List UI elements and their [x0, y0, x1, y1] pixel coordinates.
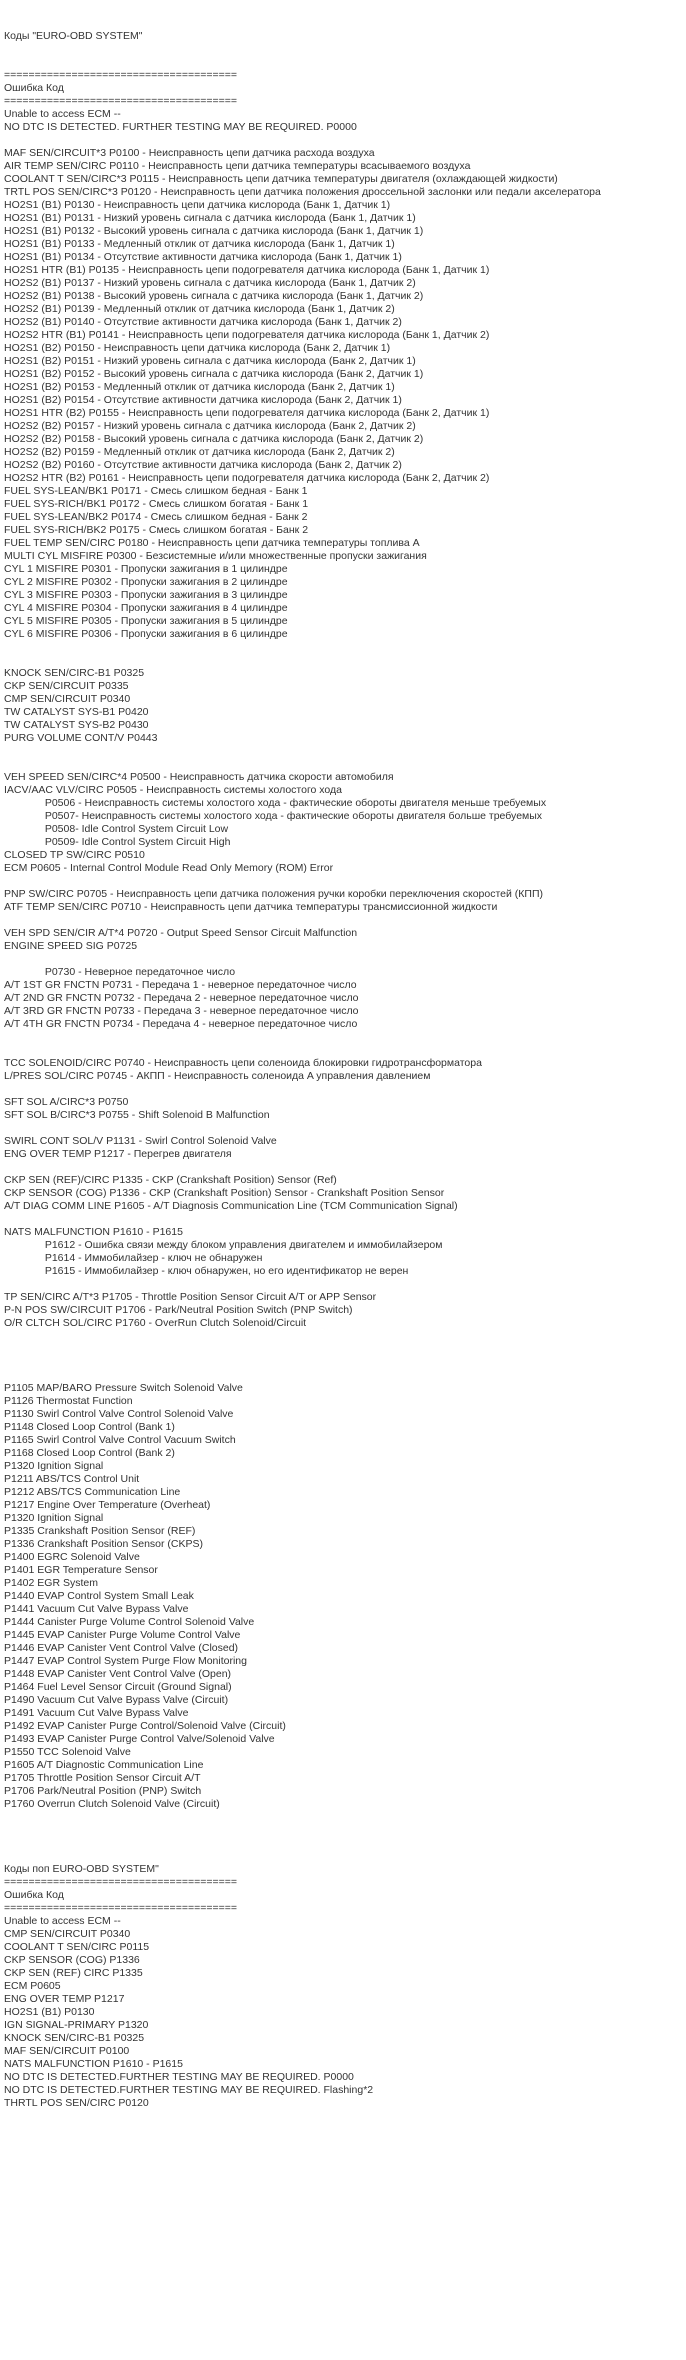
blank-line — [4, 1083, 684, 1096]
blank-line — [4, 1213, 684, 1226]
text-line: MAF SEN/CIRCUIT*3 P0100 - Неисправность цепи датчика расхода воздуха — [4, 147, 375, 159]
text-line: CYL 4 MISFIRE P0304 - Пропуски зажигания в 4 цилиндре — [4, 602, 288, 614]
text-line: P1401 EGR Temperature Sensor — [4, 1564, 158, 1576]
text-line: FUEL SYS-RICH/BK2 P0175 - Смесь слишком богатая - Банк 2 — [4, 524, 309, 536]
text-line: IACV/AAC VLV/CIRC P0505 - Неисправность системы холостого хода — [4, 784, 343, 796]
blank-line — [4, 758, 684, 771]
text-line: HO2S1 (B1) P0130 — [4, 2006, 95, 2018]
text-line: TW CATALYST SYS-B2 P0430 — [4, 719, 149, 731]
text-line: CYL 5 MISFIRE P0305 - Пропуски зажигания в 5 цилиндре — [4, 615, 288, 627]
text-line: FUEL SYS-LEAN/BK2 P0174 - Смесь слишком бедная - Банк 2 — [4, 511, 308, 523]
blank-line — [4, 745, 684, 758]
text-line: HO2S1 (B2) P0154 - Отсутствие активности датчика кислорода (Банк 2, Датчик 1) — [4, 394, 402, 406]
text-line: P1490 Vacuum Cut Valve Bypass Valve (Circuit) — [4, 1694, 229, 1706]
text-line: COOLANT T SEN/CIRC*3 P0115 - Неисправность цепи датчика температуры двигателя (охлаждающей жидкости) — [4, 173, 558, 185]
text-line: CKP SEN (REF)/CIRC P1335 - CKP (Crankshaft Position) Sensor (Ref) — [4, 1174, 337, 1186]
text-line: ====================================== — [4, 1902, 238, 1914]
text-line: P0508- Idle Control System Circuit Low — [4, 823, 229, 835]
text-line: THRTL POS SEN/CIRC P0120 — [4, 2097, 149, 2109]
text-line: FUEL SYS-RICH/BK1 P0172 - Смесь слишком богатая - Банк 1 — [4, 498, 309, 510]
text-line: NO DTC IS DETECTED.FURTHER TESTING MAY BE REQUIRED. P0000 — [4, 2071, 354, 2083]
text-line: HO2S1 (B1) P0131 - Низкий уровень сигнала с датчика кислорода (Банк 1, Датчик 1) — [4, 212, 416, 224]
text-line: P1493 EVAP Canister Purge Control Valve/Solenoid Valve — [4, 1733, 275, 1745]
text-line: NO DTC IS DETECTED. FURTHER TESTING MAY BE REQUIRED. P0000 — [4, 121, 357, 133]
text-line: P1760 Overrun Clutch Solenoid Valve (Circuit) — [4, 1798, 220, 1810]
text-line: HO2S2 HTR (B2) P0161 - Неисправность цепи подогревателя датчика кислорода (Банк 2, Датчик 2) — [4, 472, 490, 484]
text-line: HO2S1 (B2) P0151 - Низкий уровень сигнала с датчика кислорода (Банк 2, Датчик 1) — [4, 355, 416, 367]
text-line: HO2S2 (B1) P0139 - Медленный отклик от датчика кислорода (Банк 1, Датчик 2) — [4, 303, 395, 315]
text-line: VEH SPEED SEN/CIRC*4 P0500 - Неисправность датчика скорости автомобиля — [4, 771, 394, 783]
text-line: NATS MALFUNCTION P1610 - P1615 — [4, 2058, 183, 2070]
text-line: P1445 EVAP Canister Purge Volume Control Valve — [4, 1629, 241, 1641]
text-line: HO2S1 (B1) P0133 - Медленный отклик от датчика кислорода (Банк 1, Датчик 1) — [4, 238, 395, 250]
text-line: HO2S1 (B1) P0132 - Высокий уровень сигнала с датчика кислорода (Банк 1, Датчик 1) — [4, 225, 424, 237]
blank-line — [4, 1031, 684, 1044]
text-line: P0506 - Неисправность системы холостого хода - фактические обороты двигателя меньше требуемых — [4, 797, 547, 809]
blank-line — [4, 1278, 684, 1291]
text-line: A/T 2ND GR FNCTN P0732 - Передача 2 - неверное передаточное число — [4, 992, 359, 1004]
text-line: HO2S2 HTR (B1) P0141 - Неисправность цепи подогревателя датчика кислорода (Банк 1, Датчик 2) — [4, 329, 490, 341]
text-line: ECM P0605 - Internal Control Module Read Only Memory (ROM) Error — [4, 862, 334, 874]
blank-line — [4, 953, 684, 966]
text-line: ECM P0605 — [4, 1980, 61, 1992]
text-line: P1336 Crankshaft Position Sensor (CKPS) — [4, 1538, 204, 1550]
text-line: P1615 - Иммобилайзер - ключ обнаружен, но его идентификатор не верен — [4, 1265, 409, 1277]
text-line: P1335 Crankshaft Position Sensor (REF) — [4, 1525, 196, 1537]
text-line: NO DTC IS DETECTED.FURTHER TESTING MAY BE REQUIRED. Flashing*2 — [4, 2084, 374, 2096]
text-line: P1217 Engine Over Temperature (Overheat) — [4, 1499, 211, 1511]
text-line: HO2S2 (B1) P0140 - Отсутствие активности датчика кислорода (Банк 1, Датчик 2) — [4, 316, 402, 328]
text-line: P0507- Неисправность системы холостого хода - фактические обороты двигателя больше требуемых — [4, 810, 543, 822]
blank-line — [4, 1161, 684, 1174]
text-line: CLOSED TP SW/CIRC P0510 — [4, 849, 145, 861]
text-line: KNOCK SEN/CIRC-B1 P0325 — [4, 2032, 145, 2044]
blank-line — [4, 1369, 684, 1382]
text-line: P1440 EVAP Control System Small Leak — [4, 1590, 194, 1602]
blank-line — [4, 1122, 684, 1135]
text-line: ENG OVER TEMP P1217 - Перегрев двигателя — [4, 1148, 232, 1160]
text-line: HO2S1 (B2) P0153 - Медленный отклик от датчика кислорода (Банк 2, Датчик 1) — [4, 381, 395, 393]
text-line: P1126 Thermostat Function — [4, 1395, 133, 1407]
text-line: P1492 EVAP Canister Purge Control/Solenoid Valve (Circuit) — [4, 1720, 286, 1732]
text-line: O/R CLTCH SOL/CIRC P1760 - OverRun Clutch Solenoid/Circuit — [4, 1317, 307, 1329]
blank-line — [4, 1356, 684, 1369]
text-line: P0509- Idle Control System Circuit High — [4, 836, 231, 848]
text-line: P1464 Fuel Level Sensor Circuit (Ground Signal) — [4, 1681, 232, 1693]
blank-line — [4, 1837, 684, 1850]
text-line: HO2S1 (B1) P0130 - Неисправность цепи датчика кислорода (Банк 1, Датчик 1) — [4, 199, 391, 211]
blank-line — [4, 1044, 684, 1057]
blank-line — [4, 56, 684, 69]
text-line: CMP SEN/CIRCUIT P0340 — [4, 1928, 131, 1940]
blank-line — [4, 1850, 684, 1863]
text-line: CKP SENSOR (COG) P1336 - CKP (Crankshaft Position) Sensor - Crankshaft Position Sensor — [4, 1187, 445, 1199]
text-line: FUEL TEMP SEN/CIRC P0180 - Неисправность цепи датчика температуры топлива A — [4, 537, 420, 549]
text-line: P1444 Canister Purge Volume Control Solenoid Valve — [4, 1616, 255, 1628]
text-line: P1165 Swirl Control Valve Control Vacuum Switch — [4, 1434, 236, 1446]
text-line: PNP SW/CIRC P0705 - Неисправность цепи датчика положения ручки коробки переключения скоростей (КПП) — [4, 888, 543, 900]
text-line: A/T 1ST GR FNCTN P0731 - Передача 1 - неверное передаточное число — [4, 979, 357, 991]
text-line: P1491 Vacuum Cut Valve Bypass Valve — [4, 1707, 189, 1719]
text-line: HO2S1 (B1) P0134 - Отсутствие активности датчика кислорода (Банк 1, Датчик 1) — [4, 251, 402, 263]
text-line: P1168 Closed Loop Control (Bank 2) — [4, 1447, 175, 1459]
text-line: CMP SEN/CIRCUIT P0340 — [4, 693, 131, 705]
text-line: CKP SEN/CIRCUIT P0335 — [4, 680, 129, 692]
text-line: PURG VOLUME CONT/V P0443 — [4, 732, 158, 744]
text-line: Коды поп EURO-OBD SYSTEM" — [4, 1863, 159, 1875]
text-line: TP SEN/CIRC A/T*3 P1705 - Throttle Position Sensor Circuit A/T or APP Sensor — [4, 1291, 377, 1303]
text-line: MAF SEN/CIRCUIT P0100 — [4, 2045, 130, 2057]
text-line: Ошибка Код — [4, 82, 64, 94]
text-line: NATS MALFUNCTION P1610 - P1615 — [4, 1226, 183, 1238]
text-line: P1446 EVAP Canister Vent Control Valve (Closed) — [4, 1642, 239, 1654]
text-line: ENGINE SPEED SIG P0725 — [4, 940, 138, 952]
text-line: COOLANT T SEN/CIRC P0115 — [4, 1941, 150, 1953]
blank-line — [4, 43, 684, 56]
text-line: SFT SOL B/CIRC*3 P0755 - Shift Solenoid B Malfunction — [4, 1109, 270, 1121]
text-line: TCC SOLENOID/CIRC P0740 - Неисправность цепи соленоида блокировки гидротрансформатора — [4, 1057, 482, 1069]
text-line: A/T 3RD GR FNCTN P0733 - Передача 3 - неверное передаточное число — [4, 1005, 359, 1017]
text-line: P1447 EVAP Control System Purge Flow Monitoring — [4, 1655, 247, 1667]
text-line: A/T 4TH GR FNCTN P0734 - Передача 4 - неверное передаточное число — [4, 1018, 358, 1030]
blank-line — [4, 1330, 684, 1343]
text-line: P1148 Closed Loop Control (Bank 1) — [4, 1421, 175, 1433]
text-line: A/T DIAG COMM LINE P1605 - A/T Diagnosis Communication Line (TCM Communication Signal) — [4, 1200, 458, 1212]
text-line: Unable to access ECM -- — [4, 108, 121, 120]
blank-line — [4, 654, 684, 667]
text-line: P1105 MAP/BARO Pressure Switch Solenoid Valve — [4, 1382, 243, 1394]
text-line: HO2S2 (B2) P0158 - Высокий уровень сигнала с датчика кислорода (Банк 2, Датчик 2) — [4, 433, 424, 445]
text-line: Ошибка Код — [4, 1889, 64, 1901]
text-line: CYL 1 MISFIRE P0301 - Пропуски зажигания в 1 цилиндре — [4, 563, 288, 575]
dtc-code-document — [4, 30, 684, 2110]
text-line: ====================================== — [4, 1876, 238, 1888]
text-line: TRTL POS SEN/CIRC*3 P0120 - Неисправность цепи датчика положения дроссельной заслонки или педали акселератора — [4, 186, 601, 198]
blank-line — [4, 1811, 684, 1824]
text-line: P1130 Swirl Control Valve Control Solenoid Valve — [4, 1408, 234, 1420]
text-line: Коды "EURO-OBD SYSTEM" — [4, 30, 143, 42]
text-line: HO2S1 (B2) P0150 - Неисправность цепи датчика кислорода (Банк 2, Датчик 1) — [4, 342, 391, 354]
text-line: P1402 EGR System — [4, 1577, 98, 1589]
text-line: CKP SEN (REF) CIRC P1335 — [4, 1967, 143, 1979]
text-line: SFT SOL A/CIRC*3 P0750 — [4, 1096, 129, 1108]
text-line: CYL 6 MISFIRE P0306 - Пропуски зажигания в 6 цилиндре — [4, 628, 288, 640]
text-line: P0730 - Неверное передаточное число — [4, 966, 236, 978]
text-line: P1614 - Иммобилайзер - ключ не обнаружен — [4, 1252, 263, 1264]
text-line: HO2S1 HTR (B1) P0135 - Неисправность цепи подогревателя датчика кислорода (Банк 1, Датчик 1) — [4, 264, 490, 276]
text-line: IGN SIGNAL-PRIMARY P1320 — [4, 2019, 149, 2031]
blank-line — [4, 641, 684, 654]
text-line: VEH SPD SEN/CIR A/T*4 P0720 - Output Speed Sensor Circuit Malfunction — [4, 927, 358, 939]
blank-line — [4, 1343, 684, 1356]
text-line: HO2S2 (B2) P0160 - Отсутствие активности датчика кислорода (Банк 2, Датчик 2) — [4, 459, 402, 471]
text-line: P1211 ABS/TCS Control Unit — [4, 1473, 140, 1485]
text-line: P1705 Throttle Position Sensor Circuit A/T — [4, 1772, 201, 1784]
text-line: P1706 Park/Neutral Position (PNP) Switch — [4, 1785, 202, 1797]
text-line: FUEL SYS-LEAN/BK1 P0171 - Смесь слишком бедная - Банк 1 — [4, 485, 308, 497]
text-line: L/PRES SOL/CIRC P0745 - АКПП - Неисправность соленоида A управления давлением — [4, 1070, 431, 1082]
blank-line — [4, 875, 684, 888]
text-line: P1605 A/T Diagnostic Communication Line — [4, 1759, 204, 1771]
text-line: MULTI CYL MISFIRE P0300 - Безсистемные и/или множественные пропуски зажигания — [4, 550, 427, 562]
text-line: HO2S2 (B2) P0157 - Низкий уровень сигнала с датчика кислорода (Банк 2, Датчик 2) — [4, 420, 416, 432]
text-line: ENG OVER TEMP P1217 — [4, 1993, 125, 2005]
text-line: KNOCK SEN/CIRC-B1 P0325 — [4, 667, 145, 679]
text-line: HO2S2 (B1) P0138 - Высокий уровень сигнала с датчика кислорода (Банк 1, Датчик 2) — [4, 290, 424, 302]
text-line: ATF TEMP SEN/CIRC P0710 - Неисправность цепи датчика температуры трансмиссионной жидкости — [4, 901, 498, 913]
text-line: P1441 Vacuum Cut Valve Bypass Valve — [4, 1603, 189, 1615]
blank-line — [4, 134, 684, 147]
text-line: P1400 EGRC Solenoid Valve — [4, 1551, 140, 1563]
text-line: AIR TEMP SEN/CIRC P0110 - Неисправность цепи датчика температуры всасываемого воздуха — [4, 160, 471, 172]
text-line: CYL 3 MISFIRE P0303 - Пропуски зажигания в 3 цилиндре — [4, 589, 288, 601]
text-line: CKP SENSOR (COG) P1336 — [4, 1954, 140, 1966]
blank-line — [4, 1824, 684, 1837]
text-line: HO2S2 (B2) P0159 - Медленный отклик от датчика кислорода (Банк 2, Датчик 2) — [4, 446, 395, 458]
text-line: P1320 Ignition Signal — [4, 1512, 104, 1524]
blank-line — [4, 914, 684, 927]
text-line: HO2S1 HTR (B2) P0155 - Неисправность цепи подогревателя датчика кислорода (Банк 2, Датчик 1) — [4, 407, 490, 419]
text-line: TW CATALYST SYS-B1 P0420 — [4, 706, 149, 718]
text-line: HO2S1 (B2) P0152 - Высокий уровень сигнала с датчика кислорода (Банк 2, Датчик 1) — [4, 368, 424, 380]
text-line: CYL 2 MISFIRE P0302 - Пропуски зажигания в 2 цилиндре — [4, 576, 288, 588]
text-line: SWIRL CONT SOL/V P1131 - Swirl Control Solenoid Valve — [4, 1135, 277, 1147]
text-line: P1212 ABS/TCS Communication Line — [4, 1486, 181, 1498]
text-line: P1550 TCC Solenoid Valve — [4, 1746, 131, 1758]
text-line: ====================================== — [4, 95, 238, 107]
text-line: HO2S2 (B1) P0137 - Низкий уровень сигнала с датчика кислорода (Банк 1, Датчик 2) — [4, 277, 416, 289]
text-line: P-N POS SW/CIRCUIT P1706 - Park/Neutral Position Switch (PNP Switch) — [4, 1304, 353, 1316]
text-line: ====================================== — [4, 69, 238, 81]
text-line: P1612 - Ошибка связи между блоком управления двигателем и иммобилайзером — [4, 1239, 443, 1251]
text-line: P1448 EVAP Canister Vent Control Valve (Open) — [4, 1668, 232, 1680]
text-line: Unable to access ECM -- — [4, 1915, 121, 1927]
text-line: P1320 Ignition Signal — [4, 1460, 104, 1472]
